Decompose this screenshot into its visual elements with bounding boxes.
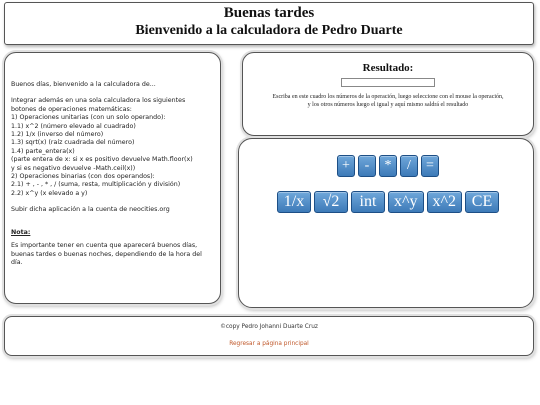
square-button[interactable]: x^2 [427,191,463,213]
multiply-button[interactable]: * [379,155,397,177]
subtract-button[interactable]: - [358,155,376,177]
binary-operations-row [337,155,439,177]
greeting-title: Buenas tardes [223,5,315,21]
square-root-button[interactable]: √2 [314,191,348,213]
clear-button[interactable]: CE [465,191,499,213]
integer-part-button[interactable]: int [351,191,385,213]
note-text: Es importante tener en cuenta que aparecerá buenos días, buenas tardes o buenas noches, dependiendo de la hora del día. [11,242,202,266]
result-title: Resultado: [362,62,414,74]
copyright-text: ©copy Pedro Johanni Duarte Cruz [220,324,318,330]
equals-button[interactable]: = [421,155,439,177]
add-button[interactable]: + [337,155,355,177]
note-label: Nota: [11,228,31,236]
info-panel [4,52,221,304]
back-to-main-link[interactable]: Regresar a página principal [229,341,309,347]
footer [4,316,534,356]
result-help-text: Escriba en este cuadro los números de la operación, luego seleccione con el mouse la operación, y los otros números luego el igual y aquí mismo saldrá el resultado [272,94,504,108]
divide-button[interactable]: / [400,155,418,177]
inverse-button[interactable]: 1/x [277,191,311,213]
welcome-title: Bienvenido a la calculadora de Pedro Duarte [135,23,403,38]
description-text: Integrar además en una sola calculadora los siguientes botones de operaciones matemáticas: 1) Operaciones unitarias (con un solo operando): 1.1) x^2 (número elevado al cuadrado) 1.2) 1/x (inverso del número) 1.3) sqrt(x) (raíz cuadrada del número) 1.4) parte_entera(x) (parte entera de x: si x es positivo devuelve Math.floor(x) y si es negativo devuelve -Math.ceil(x)) 2) Operaciones binarias (con dos operandos): 2.1) + , - , * , / (suma, resta, multiplicación y división) 2.2) x^y (x elevado a y) [11,97,193,197]
task-text: Subir dicha aplicación a la cuenta de neocities.org [11,206,170,214]
result-input[interactable] [341,78,435,87]
power-button[interactable]: x^y [388,191,424,213]
keypad-panel [238,138,534,308]
header [4,2,534,45]
intro-text: Buenos días, bienvenido a la calculadora de... [11,81,156,88]
unary-operations-row [277,191,499,213]
result-panel [242,52,534,136]
